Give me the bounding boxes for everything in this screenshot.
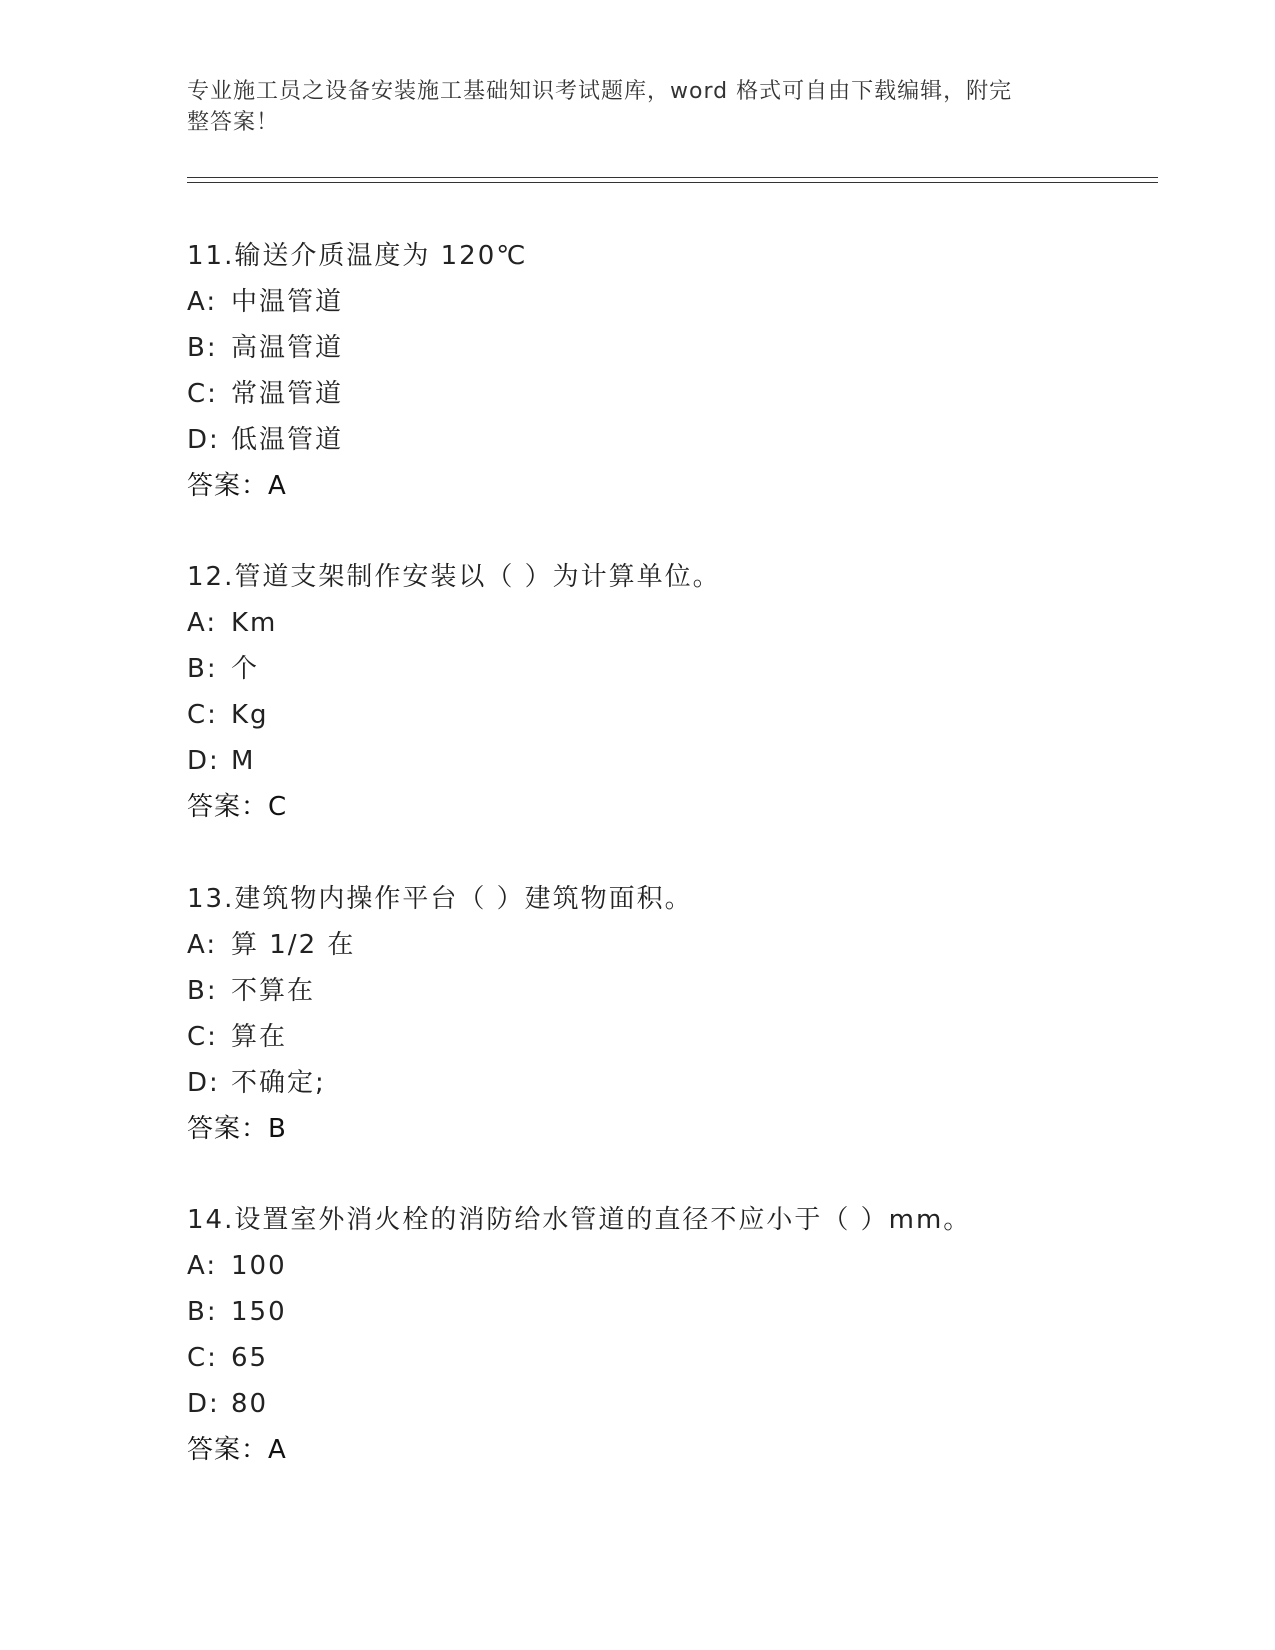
option-letter: D: — [187, 746, 220, 776]
option-text: Km — [231, 608, 278, 638]
question-stem: 12.管道支架制作安装以（ ）为计算单位。 — [187, 562, 721, 592]
question-stem: 14.设置室外消火栓的消防给水管道的直径不应小于（ ）mm。 — [187, 1205, 972, 1235]
option-c — [187, 1014, 1187, 1060]
document-header — [187, 76, 1087, 138]
question-13 — [187, 876, 1187, 1152]
answer-line: 答案：A — [187, 1435, 287, 1465]
answer-line: 答案：B — [187, 1114, 287, 1144]
option-text: M — [231, 746, 256, 776]
header-divider-bottom — [187, 182, 1158, 183]
option-text: 中温管道 — [231, 287, 344, 317]
question-12 — [187, 554, 1187, 830]
option-b — [187, 968, 1187, 1014]
option-letter: D: — [187, 1068, 220, 1098]
option-c — [187, 692, 1187, 738]
option-letter: A: — [187, 930, 218, 960]
option-letter: B: — [187, 1297, 218, 1327]
option-letter: C: — [187, 700, 218, 730]
option-a — [187, 279, 1187, 325]
answer-line: 答案：C — [187, 792, 288, 822]
answer-line: 答案：A — [187, 471, 287, 501]
option-text: Kg — [231, 700, 269, 730]
option-text: 不算在 — [231, 976, 316, 1006]
option-text: 80 — [231, 1389, 269, 1419]
option-text: 算在 — [231, 1022, 288, 1052]
option-b — [187, 325, 1187, 371]
option-a — [187, 600, 1187, 646]
option-text: 个 — [231, 654, 260, 684]
option-text: 100 — [231, 1251, 287, 1281]
option-b — [187, 646, 1187, 692]
option-text: 150 — [231, 1297, 287, 1327]
option-letter: C: — [187, 379, 218, 409]
option-letter: B: — [187, 333, 218, 363]
option-letter: B: — [187, 654, 218, 684]
header-line-2: 整答案！ — [187, 110, 280, 135]
option-letter: C: — [187, 1022, 218, 1052]
option-text: 低温管道 — [231, 425, 344, 455]
option-letter: C: — [187, 1343, 218, 1373]
header-divider-top — [187, 177, 1158, 178]
option-text: 算 1/2 在 — [231, 930, 356, 960]
option-c — [187, 1335, 1187, 1381]
header-line-1: 专业施工员之设备安装施工基础知识考试题库，word 格式可自由下载编辑，附完 — [187, 79, 1013, 104]
option-text: 65 — [231, 1343, 269, 1373]
option-letter: A: — [187, 1251, 218, 1281]
option-letter: B: — [187, 976, 218, 1006]
option-letter: D: — [187, 425, 220, 455]
option-letter: D: — [187, 1389, 220, 1419]
question-stem: 13.建筑物内操作平台（ ）建筑物面积。 — [187, 884, 693, 914]
option-d — [187, 1060, 1187, 1106]
question-14 — [187, 1197, 1187, 1473]
question-11 — [187, 233, 1187, 509]
option-a — [187, 922, 1187, 968]
option-a — [187, 1243, 1187, 1289]
option-d — [187, 738, 1187, 784]
option-text: 常温管道 — [231, 379, 344, 409]
option-b — [187, 1289, 1187, 1335]
option-text: 不确定; — [231, 1068, 326, 1098]
question-stem: 11.输送介质温度为 120℃ — [187, 241, 528, 271]
option-letter: A: — [187, 287, 218, 317]
option-d — [187, 417, 1187, 463]
option-text: 高温管道 — [231, 333, 344, 363]
option-c — [187, 371, 1187, 417]
option-letter: A: — [187, 608, 218, 638]
option-d — [187, 1381, 1187, 1427]
